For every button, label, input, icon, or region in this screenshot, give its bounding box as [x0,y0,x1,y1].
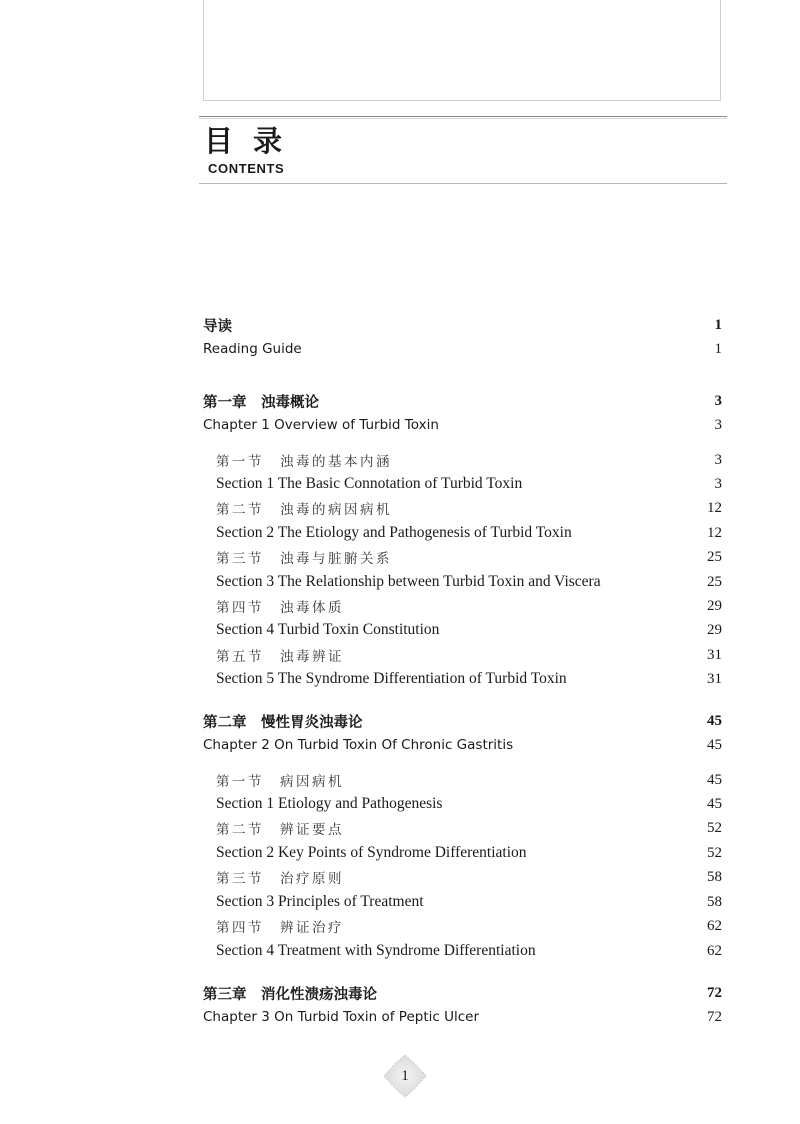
toc-entry-label: Chapter 2 On Turbid Toxin Of Chronic Gastritis [203,737,514,753]
toc-entry-page: 31 [707,670,722,687]
toc-chapter-2-zh[interactable] [203,710,722,732]
toc-ch1-section-2-zh[interactable] [216,497,722,519]
toc-ch2-section-4-en[interactable] [216,940,722,962]
toc-entry-page: 25 [707,573,722,590]
toc-entry-page: 72 [707,1008,722,1025]
toc-entry-label: Section 2 The Etiology and Pathogenesis of Turbid Toxin [216,524,572,541]
toc-ch1-section-1-zh[interactable] [216,449,722,471]
toc-entry-reading-guide-zh[interactable] [203,314,722,336]
toc-entry-page: 52 [707,819,722,836]
toc-chapter-1-zh[interactable] [203,390,722,412]
toc-entry-label: Section 3 Principles of Treatment [216,893,424,910]
toc-entry-page: 58 [707,868,722,885]
toc-ch2-section-4-zh[interactable] [216,915,722,937]
toc-ch1-section-3-zh[interactable] [216,546,722,568]
toc-entry-label: Section 4 Turbid Toxin Constitution [216,621,440,638]
toc-entry-label: 第二节 辨证要点 [216,822,344,838]
toc-entry-label: Section 1 The Basic Connotation of Turbid Toxin [216,475,523,492]
toc-entry-label: 第一章 浊毒概论 [203,394,319,411]
toc-ch1-section-1-en[interactable] [216,473,722,495]
toc-entry-label: Chapter 3 On Turbid Toxin of Peptic Ulcer [203,1009,479,1025]
toc-entry-label: 第三章 消化性溃疡浊毒论 [203,986,377,1003]
toc-entry-label: Section 5 The Syndrome Differentiation of Turbid Toxin [216,670,567,687]
toc-entry-label: Section 1 Etiology and Pathogenesis [216,795,443,812]
toc-entry-label: Section 2 Key Points of Syndrome Differentiation [216,844,527,861]
toc-ch2-section-2-en[interactable] [216,842,722,864]
toc-entry-label: Section 3 The Relationship between Turbid Toxin and Viscera [216,573,601,590]
toc-chapter-3-en[interactable] [203,1006,722,1028]
toc-ch1-section-5-zh[interactable] [216,644,722,666]
toc-entry-page: 31 [707,646,722,663]
toc-ch1-section-4-en[interactable] [216,619,722,641]
toc-entry-page: 45 [707,712,722,729]
toc-ch1-section-4-zh[interactable] [216,595,722,617]
toc-entry-page: 58 [707,893,722,910]
top-frame-box [203,0,721,101]
toc-ch1-section-3-en[interactable] [216,571,722,593]
contents-title-zh: 目录 [204,124,303,158]
toc-entry-page: 12 [707,524,722,541]
toc-ch2-section-3-zh[interactable] [216,866,722,888]
toc-entry-label: 第三节 治疗原则 [216,871,344,887]
toc-ch1-section-5-en[interactable] [216,668,722,690]
page-number: 1 [401,1068,409,1084]
toc-entry-page: 62 [707,917,722,934]
toc-entry-page: 45 [707,736,722,753]
toc-entry-page: 3 [714,392,722,409]
toc-ch2-section-3-en[interactable] [216,891,722,913]
toc-entry-label: 第四节 辨证治疗 [216,920,344,936]
toc-entry-label: 导读 [203,318,232,335]
header-rule-bottom [199,183,727,184]
toc-entry-page: 45 [707,771,722,788]
toc-entry-page: 3 [714,475,722,492]
toc-entry-page: 3 [714,451,722,468]
toc-entry-page: 3 [714,416,722,433]
toc-ch2-section-2-zh[interactable] [216,817,722,839]
toc-entry-page: 29 [707,597,722,614]
toc-entry-label: 第五节 浊毒辨证 [216,649,344,665]
toc-entry-label: Reading Guide [203,341,302,357]
toc-entry-page: 52 [707,844,722,861]
toc-ch2-section-1-en[interactable] [216,793,722,815]
toc-entry-page: 29 [707,621,722,638]
toc-entry-label: 第二章 慢性胃炎浊毒论 [203,714,363,731]
toc-entry-label: 第一节 浊毒的基本内涵 [216,454,392,470]
toc-chapter-3-zh[interactable] [203,982,722,1004]
toc-entry-reading-guide-en[interactable] [203,338,722,360]
toc-entry-label: Chapter 1 Overview of Turbid Toxin [203,417,439,433]
toc-entry-page: 25 [707,548,722,565]
toc-ch2-section-1-zh[interactable] [216,769,722,791]
toc-entry-page: 62 [707,942,722,959]
page-number-badge [383,1054,427,1098]
toc-entry-page: 1 [714,340,722,357]
toc-entry-label: 第一节 病因病机 [216,774,344,790]
toc-entry-label: 第四节 浊毒体质 [216,600,344,616]
toc-entry-page: 45 [707,795,722,812]
toc-entry-page: 12 [707,499,722,516]
toc-entry-page: 1 [714,316,722,333]
toc-entry-label: 第三节 浊毒与脏腑关系 [216,551,392,567]
toc-entry-label: Section 4 Treatment with Syndrome Differentiation [216,942,536,959]
contents-title-en: CONTENTS [208,161,285,176]
header-rule-top [199,116,727,119]
toc-entry-label: 第二节 浊毒的病因病机 [216,502,392,518]
toc-ch1-section-2-en[interactable] [216,522,722,544]
toc-entry-page: 72 [707,984,722,1001]
toc-chapter-1-en[interactable] [203,414,722,436]
toc-chapter-2-en[interactable] [203,734,722,756]
